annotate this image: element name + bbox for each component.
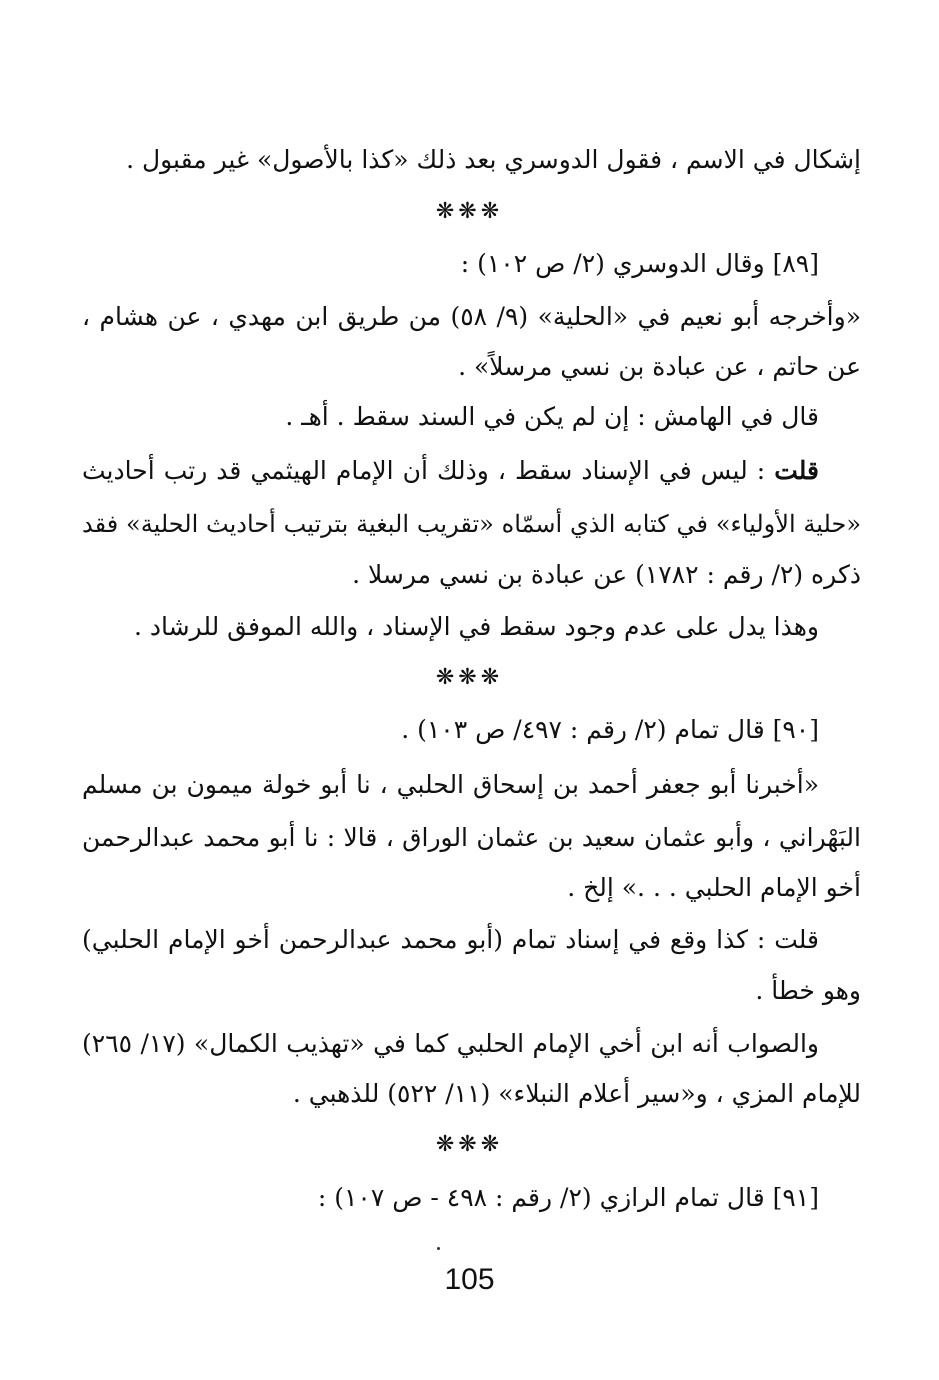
page-number: 105 [444, 1263, 495, 1296]
text-line: «حلية الأولياء» في كتابه الذي أسمّاه «تقريب البغية بترتيب أحاديث الحلية» فقد [82, 510, 861, 538]
text-line: وهو خطأ . [755, 976, 861, 1005]
text-line: وهذا يدل على عدم وجود سقط في الإسناد ، والله الموفق للرشاد . [133, 612, 819, 641]
text-line: قال في الهامش : إن لم يكن في السند سقط . أهـ . [285, 402, 819, 431]
entry-heading-90: [٩٠] قال تمام (٢/ رقم : ٤٩٧/ ص ١٠٣) . [401, 715, 819, 744]
speck-mark [437, 1247, 440, 1250]
text-span: : ليس في الإسناد سقط ، وذلك أن الإمام الهيثمي قد رتب أحاديث [82, 456, 766, 485]
section-separator: ❋❋❋ [435, 665, 504, 690]
text-line: «وأخرجه أبو نعيم في «الحلية» (٩/ ٥٨) من طريق ابن مهدي ، عن هشام ، [82, 302, 861, 331]
qultu-label: قلت [774, 456, 820, 485]
text-line: ذكره (٢/ رقم : ١٧٨٢) عن عبادة بن نسي مرسلا . [352, 560, 861, 589]
section-separator: ❋❋❋ [435, 199, 504, 224]
text-line [82, 451, 819, 491]
text-line: البَهْراني ، وأبو عثمان سعيد بن عثمان الوراق ، قالا : نا أبو محمد عبدالرحمن [82, 823, 861, 852]
text-line: أخو الإمام الحلبي . . .» إلخ . [567, 873, 861, 902]
text-line: «أخبرنا أبو جعفر أحمد بن إسحاق الحلبي ، نا أبو خولة ميمون بن مسلم [82, 770, 819, 799]
entry-heading-91: [٩١] قال تمام الرازي (٢/ رقم : ٤٩٨ - ص ١٠٧) : [317, 1183, 819, 1212]
text-line: قلت : كذا وقع في إسناد تمام (أبو محمد عبدالرحمن أخو الإمام الحلبي) [82, 925, 819, 954]
text-line: عن حاتم ، عن عبادة بن نسي مرسلاً» . [458, 352, 861, 381]
text-line: للإمام المزي ، و«سير أعلام النبلاء» (١١/ ٥٢٢) للذهبي . [292, 1079, 861, 1108]
text-line: والصواب أنه ابن أخي الإمام الحلبي كما في «تهذيب الكمال» (١٧/ ٢٦٥) [82, 1029, 819, 1058]
entry-heading-89: [٨٩] وقال الدوسري (٢/ ص ١٠٢) : [460, 249, 819, 278]
text-line: إشكال في الاسم ، فقول الدوسري بعد ذلك «كذا بالأصول» غير مقبول . [126, 145, 861, 174]
section-separator: ❋❋❋ [435, 1132, 504, 1157]
